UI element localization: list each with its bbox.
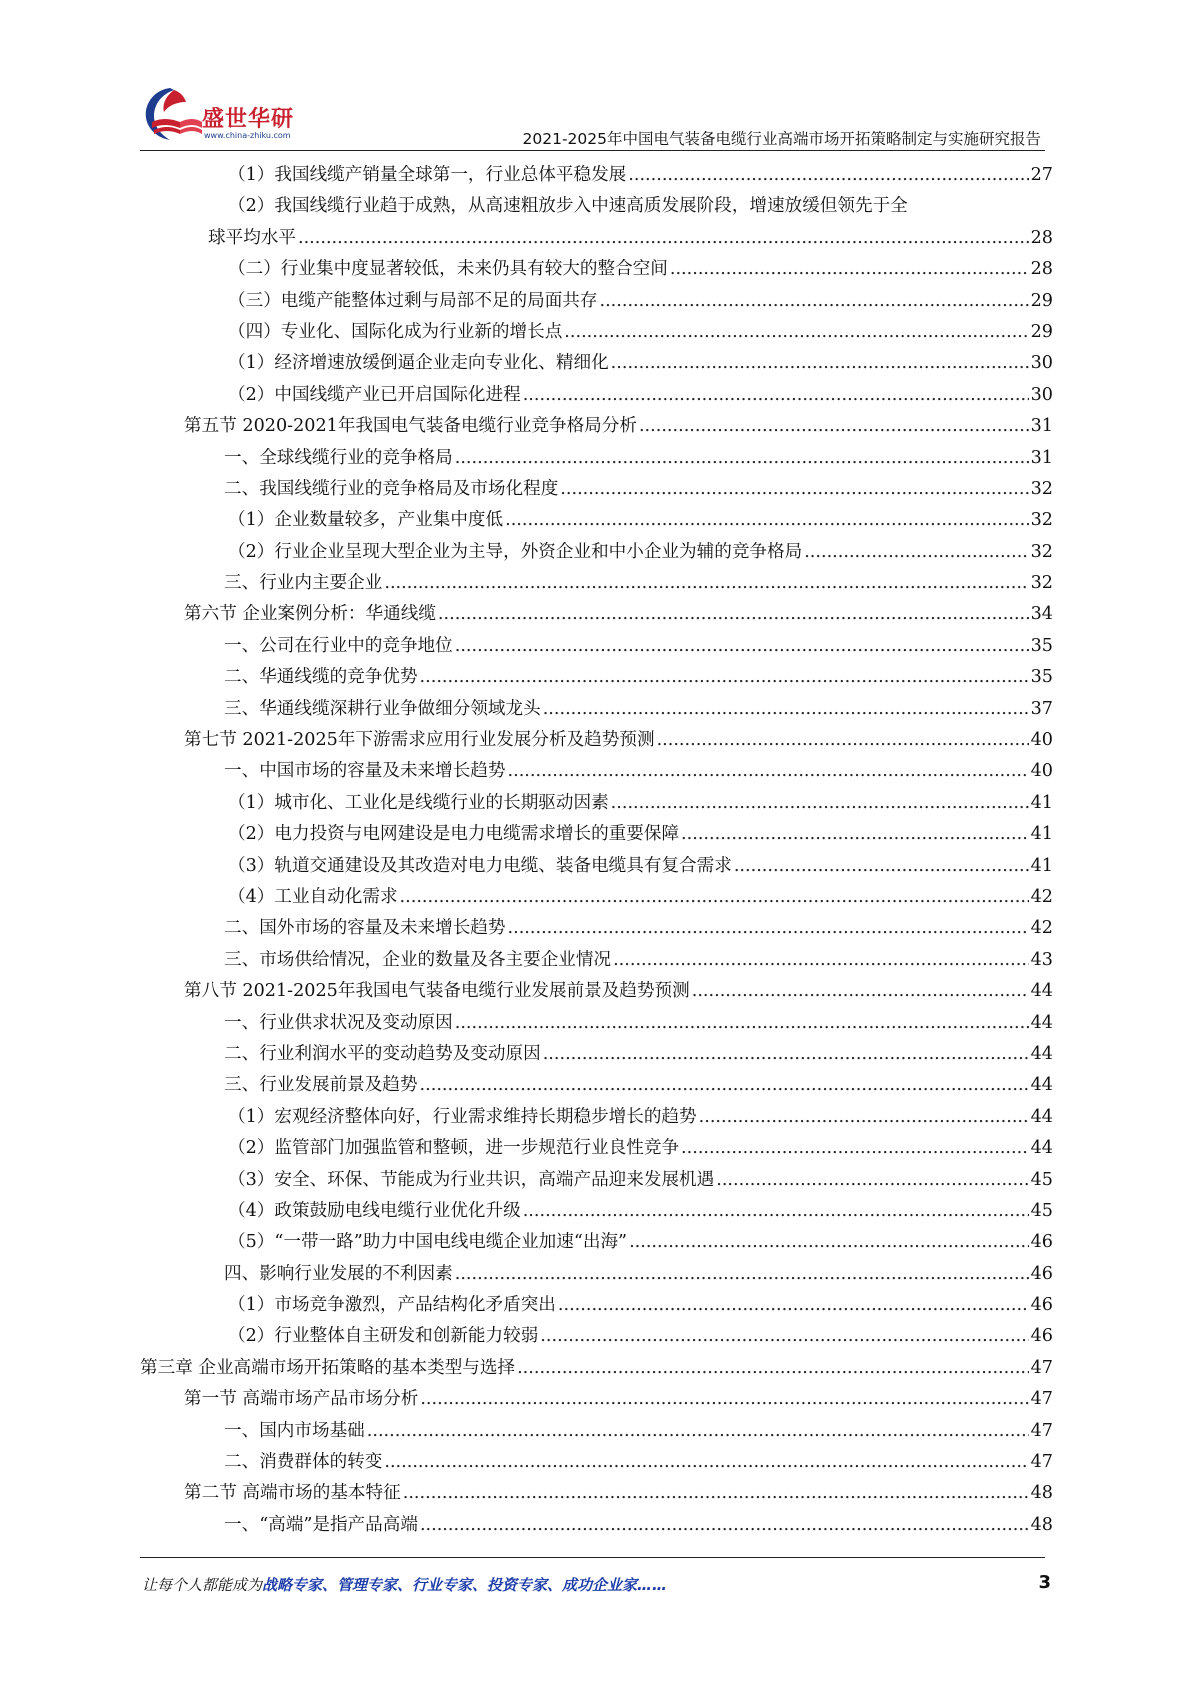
- toc-entry-text: （2）行业企业呈现大型企业为主导，外资企业和中小企业为辅的竞争格局: [228, 541, 803, 562]
- toc-entry[interactable]: [0, 1384, 1191, 1415]
- toc-page-number: 32: [1030, 541, 1053, 562]
- company-logo: [140, 82, 320, 152]
- toc-entry-text: 三、华通线缆深耕行业争做细分领域龙头: [224, 698, 541, 719]
- toc-entry[interactable]: [0, 505, 1191, 536]
- toc-leader-dots: [681, 819, 1029, 850]
- toc-entry-text: 第三章 企业高端市场开拓策略的基本类型与选择: [140, 1357, 516, 1378]
- toc-entry[interactable]: [0, 1353, 1191, 1384]
- page-number: 3: [1038, 1572, 1051, 1593]
- toc-leader-dots: [599, 286, 1028, 317]
- toc-page-number: 46: [1030, 1326, 1053, 1347]
- toc-leader-dots: [420, 662, 1029, 693]
- toc-entry-text-continued: 球平均水平: [208, 227, 296, 248]
- toc-leader-dots: [611, 348, 1029, 379]
- toc-entry[interactable]: [0, 317, 1191, 348]
- footer-divider: [140, 1557, 1045, 1558]
- toc-entry[interactable]: [0, 631, 1191, 662]
- toc-entry[interactable]: [0, 1510, 1191, 1541]
- toc-page-number: 48: [1030, 1483, 1053, 1504]
- toc-leader-dots: [681, 1133, 1029, 1164]
- toc-page-number: 44: [1030, 1106, 1053, 1127]
- toc-leader-dots: [438, 599, 1029, 630]
- toc-entry-text: 一、国内市场基础: [224, 1420, 365, 1441]
- toc-entry-text: （四）专业化、国际化成为行业新的增长点: [228, 321, 563, 342]
- toc-entry-text: （4）政策鼓励电线电缆行业优化升级: [228, 1200, 521, 1221]
- toc-leader-dots: [403, 1478, 1029, 1509]
- toc-page-number: 27: [1030, 164, 1053, 185]
- toc-entry-text: 三、行业内主要企业: [224, 573, 383, 594]
- toc-page-number: 41: [1030, 792, 1053, 813]
- toc-entry[interactable]: [0, 1070, 1191, 1101]
- toc-entry[interactable]: [0, 1321, 1191, 1352]
- toc-leader-dots: [367, 1416, 1029, 1447]
- toc-leader-dots: [692, 976, 1029, 1007]
- toc-entry-text: （1）企业数量较多，产业集中度低: [228, 510, 504, 531]
- toc-entry-text: 第二节 高端市场的基本特征: [184, 1483, 401, 1504]
- toc-page-number: 40: [1030, 730, 1053, 751]
- toc-entry[interactable]: [0, 1039, 1191, 1070]
- toc-entry[interactable]: [0, 1290, 1191, 1321]
- toc-entry-text: 二、国外市场的容量及未来增长趋势: [224, 918, 506, 939]
- toc-entry-text: 一、“高端”是指产品高端: [224, 1514, 418, 1535]
- toc-page-number: 44: [1030, 1043, 1053, 1064]
- toc-leader-dots: [670, 254, 1029, 285]
- footer-slogan: [142, 1574, 667, 1595]
- toc-entry-text: 二、我国线缆行业的竞争格局及市场化程度: [224, 478, 559, 499]
- toc-page-number: 29: [1030, 321, 1053, 342]
- toc-page-number: 45: [1030, 1200, 1053, 1221]
- toc-entry[interactable]: [0, 1196, 1191, 1227]
- toc-leader-dots: [657, 725, 1029, 756]
- toc-entry[interactable]: [0, 788, 1191, 819]
- toc-entry[interactable]: [0, 1447, 1191, 1478]
- toc-leader-dots: [699, 1102, 1029, 1133]
- toc-entry-text: （5）“一带一路”助力中国电线电缆企业加速“出海”: [228, 1232, 628, 1253]
- toc-entry[interactable]: [0, 1416, 1191, 1447]
- toc-entry-text: 一、公司在行业中的竞争地位: [224, 635, 453, 656]
- toc-page-number: 40: [1030, 761, 1053, 782]
- toc-entry[interactable]: [0, 851, 1191, 882]
- toc-page-number: 34: [1030, 604, 1053, 625]
- toc-entry-text: 四、影响行业发展的不利因素: [224, 1263, 453, 1284]
- toc-entry[interactable]: [0, 1259, 1191, 1290]
- toc-entry[interactable]: [0, 286, 1191, 317]
- toc-entry[interactable]: [0, 913, 1191, 944]
- toc-leader-dots: [628, 160, 1028, 191]
- toc-leader-dots: [455, 1008, 1029, 1039]
- toc-entry-text: （2）行业整体自主研发和创新能力较弱: [228, 1326, 539, 1347]
- toc-entry-text: （2）监管部门加强监管和整顿，进一步规范行业良性竞争: [228, 1138, 680, 1159]
- toc-page-number: 41: [1030, 855, 1053, 876]
- toc-entry[interactable]: [0, 819, 1191, 850]
- toc-leader-dots: [639, 411, 1029, 442]
- toc-leader-dots: [508, 756, 1029, 787]
- toc-leader-dots: [505, 505, 1029, 536]
- toc-leader-dots: [420, 1384, 1028, 1415]
- toc-page-number: 31: [1030, 416, 1053, 437]
- toc-entry[interactable]: [0, 1133, 1191, 1164]
- header-divider: [140, 150, 1045, 151]
- toc-leader-dots: [543, 1039, 1029, 1070]
- toc-leader-dots: [420, 1510, 1029, 1541]
- toc-leader-dots: [734, 851, 1029, 882]
- toc-entry-text: （二）行业集中度显著较低，未来仍具有较大的整合空间: [228, 259, 668, 280]
- toc-entry[interactable]: [0, 1008, 1191, 1039]
- toc-page-number: 44: [1030, 1012, 1053, 1033]
- toc-leader-dots: [455, 443, 1029, 474]
- toc-page-number: 31: [1030, 447, 1053, 468]
- toc-entry-text: 三、行业发展前景及趋势: [224, 1075, 418, 1096]
- toc-entry[interactable]: [0, 662, 1191, 693]
- toc-page-number: 35: [1030, 635, 1053, 656]
- toc-page-number: 45: [1030, 1169, 1053, 1190]
- toc-page-number: 46: [1030, 1232, 1053, 1253]
- toc-leader-dots: [558, 1290, 1029, 1321]
- toc-entry[interactable]: [0, 443, 1191, 474]
- toc-entry[interactable]: [0, 380, 1191, 411]
- toc-entry-text: 二、行业利润水平的变动趋势及变动原因: [224, 1043, 541, 1064]
- toc-page-number: 47: [1030, 1420, 1053, 1441]
- toc-page-number: 47: [1030, 1389, 1053, 1410]
- toc-page-number: 41: [1030, 824, 1053, 845]
- toc-entry-text: （1）城市化、工业化是线缆行业的长期驱动因素: [228, 792, 609, 813]
- toc-entry-text: 第一节 高端市场产品市场分析: [184, 1389, 419, 1410]
- toc-entry-text: （三）电缆产能整体过剩与局部不足的局面共存: [228, 290, 598, 311]
- toc-entry[interactable]: [0, 1102, 1191, 1133]
- toc-page-number: 48: [1030, 1514, 1053, 1535]
- toc-entry-text: （2）中国线缆产业已开启国际化进程: [228, 384, 521, 405]
- toc-page-number: 28: [1030, 227, 1053, 248]
- toc-entry[interactable]: [0, 599, 1191, 630]
- toc-leader-dots: [540, 1321, 1028, 1352]
- logo-emblem-icon: [140, 82, 210, 146]
- toc-entry-text: 第八节 2021-2025年我国电气装备电缆行业发展前景及趋势预测: [184, 981, 690, 1002]
- toc-entry-text: （1）市场竞争激烈，产品结构化矛盾突出: [228, 1295, 556, 1316]
- logo-name: 盛世华研: [202, 107, 295, 132]
- toc-entry[interactable]: [0, 160, 1191, 191]
- toc-entry-text: （1）宏观经济整体向好，行业需求维持长期稳步增长的趋势: [228, 1106, 697, 1127]
- toc-entry[interactable]: [0, 411, 1191, 442]
- toc-leader-dots: [384, 568, 1028, 599]
- toc-entry-text: 一、行业供求状况及变动原因: [224, 1012, 453, 1033]
- toc-entry[interactable]: [0, 725, 1191, 756]
- slogan-highlight: 战略专家、管理专家、行业专家、投资专家、成功企业家……: [262, 1576, 668, 1594]
- toc-entry-text: 二、华通线缆的竞争优势: [224, 667, 418, 688]
- toc-leader-dots: [611, 788, 1029, 819]
- toc-leader-dots: [455, 1259, 1029, 1290]
- toc-entry[interactable]: [0, 756, 1191, 787]
- toc-entry-text: （3）安全、环保、节能成为行业共识，高端产品迎来发展机遇: [228, 1169, 715, 1190]
- toc-leader-dots: [384, 1447, 1028, 1478]
- toc-leader-dots: [613, 945, 1029, 976]
- toc-entry-text: 一、中国市场的容量及未来增长趋势: [224, 761, 506, 782]
- toc-leader-dots: [400, 882, 1029, 913]
- toc-entry-text: （3）轨道交通建设及其改造对电力电缆、装备电缆具有复合需求: [228, 855, 732, 876]
- toc-page-number: 43: [1030, 949, 1053, 970]
- toc-leader-dots: [298, 223, 1029, 254]
- toc-entry[interactable]: [0, 1478, 1191, 1509]
- page-header: [0, 0, 1191, 160]
- toc-entry-text: （1）我国线缆产销量全球第一，行业总体平稳发展: [228, 164, 627, 185]
- toc-leader-dots: [517, 1353, 1029, 1384]
- toc-leader-dots: [523, 1196, 1029, 1227]
- toc-entry[interactable]: [0, 976, 1191, 1007]
- toc-page-number: 30: [1030, 353, 1053, 374]
- toc-entry-text: （2）电力投资与电网建设是电力电缆需求增长的重要保障: [228, 824, 680, 845]
- toc-page-number: 42: [1030, 918, 1053, 939]
- toc-entry[interactable]: [0, 945, 1191, 976]
- table-of-contents: [0, 160, 1191, 1541]
- toc-entry-text: 二、消费群体的转变: [224, 1452, 383, 1473]
- toc-leader-dots: [804, 537, 1028, 568]
- toc-leader-dots: [523, 380, 1029, 411]
- toc-entry[interactable]: [0, 882, 1191, 913]
- toc-page-number: 32: [1030, 510, 1053, 531]
- toc-entry-text: （2）我国线缆行业趋于成熟，从高速粗放步入中速高质发展阶段，增速放缓但领先于全: [228, 196, 908, 217]
- toc-entry[interactable]: [0, 474, 1191, 505]
- toc-page-number: 37: [1030, 698, 1053, 719]
- toc-leader-dots: [543, 694, 1029, 725]
- toc-entry[interactable]: [0, 694, 1191, 725]
- toc-leader-dots: [564, 317, 1028, 348]
- toc-leader-dots: [508, 913, 1029, 944]
- toc-entry[interactable]: [0, 191, 1191, 254]
- toc-leader-dots: [716, 1165, 1028, 1196]
- toc-page-number: 28: [1030, 259, 1053, 280]
- report-title: 2021-2025年中国电气装备电缆行业高端市场开拓策略制定与实施研究报告: [522, 130, 1041, 148]
- toc-entry[interactable]: [0, 568, 1191, 599]
- toc-leader-dots: [455, 631, 1029, 662]
- toc-leader-dots: [560, 474, 1028, 505]
- toc-leader-dots: [420, 1070, 1029, 1101]
- toc-entry[interactable]: [0, 348, 1191, 379]
- toc-entry-text: 第六节 企业案例分析：华通线缆: [184, 604, 436, 625]
- toc-entry-text: 第五节 2020-2021年我国电气装备电缆行业竞争格局分析: [184, 416, 637, 437]
- toc-page-number: 47: [1030, 1452, 1053, 1473]
- logo-url: www.china-zhiku.com: [204, 131, 291, 140]
- toc-entry-text: （1）经济增速放缓倒逼企业走向专业化、精细化: [228, 353, 609, 374]
- toc-page-number: 32: [1030, 478, 1053, 499]
- toc-entry[interactable]: [0, 537, 1191, 568]
- toc-page-number: 32: [1030, 573, 1053, 594]
- toc-page-number: 47: [1030, 1357, 1053, 1378]
- toc-entry-text: 第七节 2021-2025年下游需求应用行业发展分析及趋势预测: [184, 730, 655, 751]
- toc-entry[interactable]: [0, 1165, 1191, 1196]
- toc-entry-text: 一、全球线缆行业的竞争格局: [224, 447, 453, 468]
- toc-entry-text: 三、市场供给情况，企业的数量及各主要企业情况: [224, 949, 612, 970]
- slogan-prefix: 让每个人都能成为: [142, 1576, 263, 1594]
- toc-page-number: 44: [1030, 1138, 1053, 1159]
- toc-page-number: 46: [1030, 1263, 1053, 1284]
- toc-page-number: 29: [1030, 290, 1053, 311]
- toc-page-number: 44: [1030, 1075, 1053, 1096]
- toc-page-number: 35: [1030, 667, 1053, 688]
- toc-page-number: 42: [1030, 886, 1053, 907]
- toc-page-number: 44: [1030, 981, 1053, 1002]
- toc-page-number: 46: [1030, 1295, 1053, 1316]
- toc-leader-dots: [629, 1227, 1029, 1258]
- toc-page-number: 30: [1030, 384, 1053, 405]
- toc-entry[interactable]: [0, 1227, 1191, 1258]
- toc-entry[interactable]: [0, 254, 1191, 285]
- toc-entry-text: （4）工业自动化需求: [228, 886, 398, 907]
